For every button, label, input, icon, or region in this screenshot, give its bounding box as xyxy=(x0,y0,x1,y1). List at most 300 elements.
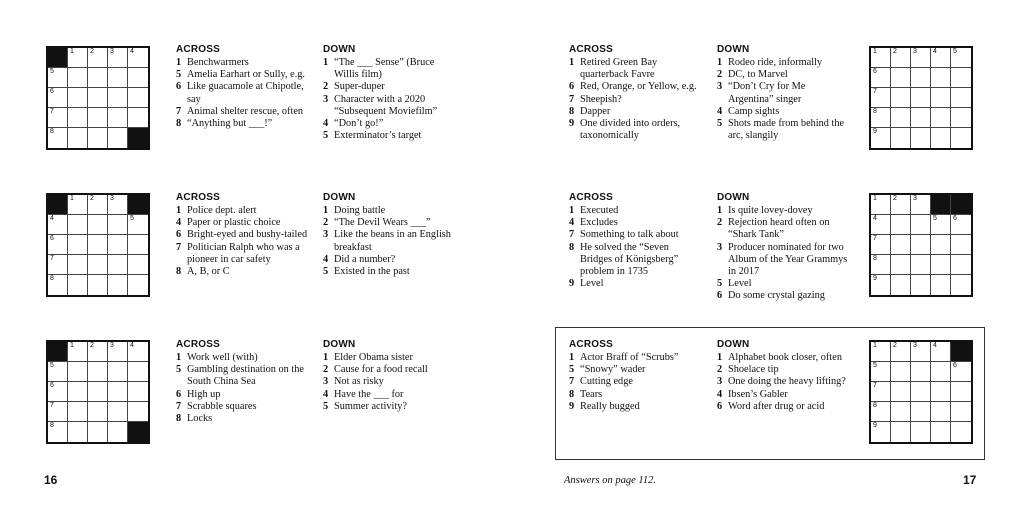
grid-cell[interactable] xyxy=(48,235,68,255)
clue-number: 5 xyxy=(323,400,329,412)
cell-number: 1 xyxy=(70,195,74,202)
grid-cell[interactable] xyxy=(108,382,128,402)
clue-text: Shoelace tip xyxy=(728,364,779,376)
grid-cell[interactable] xyxy=(68,108,88,128)
clue-text: “The Devil Wears ___” xyxy=(334,217,431,229)
grid-cell[interactable] xyxy=(68,128,88,148)
grid-cell[interactable] xyxy=(891,128,911,148)
grid-cell[interactable] xyxy=(88,128,108,148)
clue-number: 1 xyxy=(176,57,182,68)
grid-cell[interactable] xyxy=(48,68,68,88)
down-heading: DOWN xyxy=(717,44,750,55)
grid-cell[interactable] xyxy=(128,382,148,402)
clue-number: 3 xyxy=(323,93,329,105)
page-number-right: 17 xyxy=(963,473,977,487)
grid-cell[interactable] xyxy=(911,362,931,382)
grid-cell[interactable] xyxy=(911,128,931,148)
grid-cell[interactable] xyxy=(88,342,108,362)
grid-cell[interactable] xyxy=(931,275,951,295)
down-clues xyxy=(323,44,458,142)
black-square xyxy=(128,422,148,442)
grid-cell[interactable] xyxy=(68,402,88,422)
grid-cell[interactable] xyxy=(128,68,148,88)
clue-number: 5 xyxy=(569,364,575,376)
grid-cell[interactable] xyxy=(48,362,68,382)
cell-number: 4 xyxy=(873,215,877,222)
grid-cell[interactable] xyxy=(871,88,891,108)
clue-text: Like the beans in an English breakfast xyxy=(334,229,451,253)
clue-text: Existed in the past xyxy=(334,266,410,278)
clue-text: Elder Obama sister xyxy=(334,352,413,363)
clue-text: Summer activity? xyxy=(334,400,407,412)
clue-number: 4 xyxy=(323,253,329,265)
clue-text: Not as risky xyxy=(334,376,384,388)
clue-text: A, B, or C xyxy=(187,266,230,278)
crossword-grid[interactable] xyxy=(869,340,973,444)
grid-cell[interactable] xyxy=(88,68,108,88)
across-clues xyxy=(569,44,699,142)
clue-text: Ibsen’s Gabler xyxy=(728,388,788,400)
grid-cell[interactable] xyxy=(68,215,88,235)
clue-item xyxy=(717,352,852,364)
grid-cell[interactable] xyxy=(931,235,951,255)
grid-cell[interactable] xyxy=(931,255,951,275)
cell-number: 9 xyxy=(873,275,877,282)
clue-text: Bright-eyed and bushy-tailed xyxy=(187,229,308,241)
clue-text: “Don’t Cry for Me Argentina” singer xyxy=(728,81,806,105)
clue-number: 2 xyxy=(323,81,329,93)
clue-number: 8 xyxy=(569,241,575,253)
grid-cell[interactable] xyxy=(68,382,88,402)
across-clues xyxy=(569,192,701,290)
grid-cell[interactable] xyxy=(911,255,931,275)
clue-text: Camp sights xyxy=(728,105,780,117)
clue-number: 1 xyxy=(569,57,575,68)
grid-cell[interactable] xyxy=(931,88,951,108)
clue-text: Animal shelter rescue, often xyxy=(187,105,304,117)
cell-number: 8 xyxy=(873,108,877,115)
clue-text: Actor Braff of “Scrubs” xyxy=(580,352,679,363)
grid-cell[interactable] xyxy=(48,88,68,108)
clue-number: 4 xyxy=(176,217,182,229)
down-heading: DOWN xyxy=(717,339,750,350)
grid-cell[interactable] xyxy=(108,362,128,382)
grid-cell[interactable] xyxy=(951,235,971,255)
grid-cell[interactable] xyxy=(48,275,68,295)
grid-cell[interactable] xyxy=(48,108,68,128)
grid-cell[interactable] xyxy=(108,108,128,128)
clue-item xyxy=(569,242,701,279)
grid-cell[interactable] xyxy=(891,402,911,422)
grid-cell[interactable] xyxy=(891,342,911,362)
grid-cell[interactable] xyxy=(108,195,128,215)
clue-text: Rodeo ride, informally xyxy=(728,57,823,68)
grid-cell[interactable] xyxy=(871,275,891,295)
cell-number: 7 xyxy=(873,382,877,389)
grid-cell[interactable] xyxy=(108,88,128,108)
cell-number: 3 xyxy=(110,342,114,349)
grid-cell[interactable] xyxy=(88,235,108,255)
clue-text: Locks xyxy=(187,413,213,425)
grid-cell[interactable] xyxy=(891,275,911,295)
grid-cell[interactable] xyxy=(128,215,148,235)
clue-number: 8 xyxy=(569,388,575,400)
grid-cell[interactable] xyxy=(871,215,891,235)
clue-text: He solved the “Seven Bridges of Königsberg” problem in 1735 xyxy=(580,241,679,278)
clue-text: “Anything but ___!” xyxy=(187,118,273,130)
answers-note: Answers on page 112. xyxy=(564,475,656,486)
grid-cell[interactable] xyxy=(871,362,891,382)
clue-item xyxy=(717,401,852,413)
clue-item xyxy=(569,205,701,217)
grid-cell[interactable] xyxy=(48,382,68,402)
grid-cell[interactable] xyxy=(88,215,108,235)
cell-number: 1 xyxy=(70,48,74,55)
clue-text: One doing the heavy lifting? xyxy=(728,376,846,388)
grid-cell[interactable] xyxy=(871,382,891,402)
grid-cell[interactable] xyxy=(931,402,951,422)
clue-item xyxy=(569,401,701,413)
clue-text: One divided into orders, taxonomically xyxy=(580,118,681,142)
clue-text: Really bugged xyxy=(580,400,640,412)
cell-number: 6 xyxy=(873,68,877,75)
grid-cell[interactable] xyxy=(951,255,971,275)
clue-text: Paper or plastic choice xyxy=(187,217,281,229)
grid-cell[interactable] xyxy=(931,68,951,88)
down-clues xyxy=(717,44,852,142)
clue-item xyxy=(717,364,852,376)
clue-item xyxy=(176,106,306,118)
clue-item xyxy=(176,389,308,401)
clue-number: 5 xyxy=(717,118,723,130)
grid-cell[interactable] xyxy=(88,195,108,215)
clue-text: “The ___ Sense” (Bruce Willis film) xyxy=(334,57,435,81)
grid-cell[interactable] xyxy=(88,48,108,68)
black-square xyxy=(951,342,971,362)
grid-cell[interactable] xyxy=(128,362,148,382)
grid-cell[interactable] xyxy=(951,88,971,108)
grid-cell[interactable] xyxy=(891,108,911,128)
cell-number: 6 xyxy=(953,362,957,369)
grid-cell[interactable] xyxy=(108,255,128,275)
grid-cell[interactable] xyxy=(128,48,148,68)
clue-item xyxy=(717,81,852,105)
clue-item xyxy=(323,389,458,401)
black-square xyxy=(48,195,68,215)
clue-item xyxy=(323,205,458,217)
across-clues xyxy=(569,339,701,413)
clue-number: 6 xyxy=(717,400,723,412)
clue-item xyxy=(323,118,458,130)
clue-number: 8 xyxy=(176,118,182,130)
grid-cell[interactable] xyxy=(931,128,951,148)
clue-text: Level xyxy=(728,278,752,290)
grid-cell[interactable] xyxy=(871,235,891,255)
clue-item xyxy=(717,389,852,401)
grid-cell[interactable] xyxy=(68,48,88,68)
clue-item xyxy=(176,364,308,388)
grid-cell[interactable] xyxy=(871,108,891,128)
cell-number: 7 xyxy=(50,108,54,115)
grid-cell[interactable] xyxy=(911,195,931,215)
grid-cell[interactable] xyxy=(911,382,931,402)
grid-cell[interactable] xyxy=(108,342,128,362)
grid-cell[interactable] xyxy=(108,275,128,295)
clue-number: 4 xyxy=(717,105,723,117)
grid-cell[interactable] xyxy=(128,235,148,255)
grid-cell[interactable] xyxy=(931,48,951,68)
grid-cell[interactable] xyxy=(951,68,971,88)
clue-item xyxy=(569,389,701,401)
grid-cell[interactable] xyxy=(108,128,128,148)
cell-number: 8 xyxy=(50,275,54,282)
clue-text: Scrabble squares xyxy=(187,400,257,412)
clue-number: 8 xyxy=(569,105,575,117)
grid-cell[interactable] xyxy=(88,422,108,442)
grid-cell[interactable] xyxy=(911,422,931,442)
clue-text: Politician Ralph who was a pioneer in car safety xyxy=(187,241,300,265)
grid-cell[interactable] xyxy=(88,382,108,402)
clue-text: Gambling destination on the South China Sea xyxy=(187,364,304,388)
cell-number: 5 xyxy=(50,68,54,75)
crossword-grid[interactable] xyxy=(46,46,150,150)
grid-cell[interactable] xyxy=(951,362,971,382)
cell-number: 8 xyxy=(873,402,877,409)
grid-cell[interactable] xyxy=(871,48,891,68)
grid-cell[interactable] xyxy=(108,215,128,235)
grid-cell[interactable] xyxy=(48,402,68,422)
clue-text: Shots made from behind the arc, slangily xyxy=(728,118,845,142)
grid-cell[interactable] xyxy=(871,255,891,275)
clue-text: High up xyxy=(187,388,221,400)
grid-cell[interactable] xyxy=(931,422,951,442)
grid-cell[interactable] xyxy=(871,128,891,148)
clue-item xyxy=(717,290,852,302)
clue-number: 8 xyxy=(176,413,182,425)
grid-cell[interactable] xyxy=(88,88,108,108)
grid-cell[interactable] xyxy=(871,402,891,422)
grid-cell[interactable] xyxy=(108,402,128,422)
grid-cell[interactable] xyxy=(911,402,931,422)
clue-item xyxy=(176,229,308,241)
grid-cell[interactable] xyxy=(871,422,891,442)
clue-item xyxy=(176,266,308,278)
clue-item xyxy=(176,57,306,69)
grid-cell[interactable] xyxy=(108,422,128,442)
clue-item xyxy=(176,69,306,81)
grid-cell[interactable] xyxy=(68,235,88,255)
clue-item xyxy=(323,376,458,388)
grid-cell[interactable] xyxy=(951,382,971,402)
crossword-grid[interactable] xyxy=(869,46,973,150)
grid-cell[interactable] xyxy=(871,68,891,88)
grid-cell[interactable] xyxy=(68,88,88,108)
cell-number: 6 xyxy=(50,382,54,389)
across-clues xyxy=(176,192,308,278)
clue-item xyxy=(176,118,306,130)
grid-cell[interactable] xyxy=(48,422,68,442)
cell-number: 3 xyxy=(110,195,114,202)
grid-cell[interactable] xyxy=(68,68,88,88)
clue-text: Doing battle xyxy=(334,205,386,216)
grid-cell[interactable] xyxy=(68,255,88,275)
grid-cell[interactable] xyxy=(931,362,951,382)
cell-number: 2 xyxy=(893,195,897,202)
cell-number: 4 xyxy=(50,215,54,222)
clue-number: 1 xyxy=(323,352,329,363)
grid-cell[interactable] xyxy=(128,255,148,275)
grid-cell[interactable] xyxy=(891,68,911,88)
grid-cell[interactable] xyxy=(951,108,971,128)
black-square xyxy=(128,128,148,148)
clue-number: 9 xyxy=(569,400,575,412)
grid-cell[interactable] xyxy=(931,108,951,128)
down-heading: DOWN xyxy=(323,192,356,203)
clue-text: Do some crystal gazing xyxy=(728,290,825,302)
clue-item xyxy=(717,57,852,69)
clue-text: Retired Green Bay quarterback Favre xyxy=(580,57,658,81)
grid-cell[interactable] xyxy=(108,48,128,68)
grid-cell[interactable] xyxy=(891,195,911,215)
grid-cell[interactable] xyxy=(128,108,148,128)
clue-number: 3 xyxy=(717,81,723,93)
clue-number: 6 xyxy=(176,229,182,241)
clue-item xyxy=(569,94,699,106)
clue-item xyxy=(176,352,308,364)
clue-item xyxy=(323,352,458,364)
cell-number: 2 xyxy=(90,195,94,202)
grid-cell[interactable] xyxy=(48,255,68,275)
cell-number: 7 xyxy=(873,88,877,95)
clue-item xyxy=(323,254,458,266)
clue-number: 5 xyxy=(717,278,723,290)
clue-number: 5 xyxy=(323,266,329,278)
clue-item xyxy=(176,81,306,105)
grid-cell[interactable] xyxy=(128,275,148,295)
grid-cell[interactable] xyxy=(48,215,68,235)
grid-cell[interactable] xyxy=(68,362,88,382)
grid-cell[interactable] xyxy=(88,108,108,128)
grid-cell[interactable] xyxy=(871,342,891,362)
grid-cell[interactable] xyxy=(128,402,148,422)
grid-cell[interactable] xyxy=(68,195,88,215)
grid-cell[interactable] xyxy=(891,235,911,255)
grid-cell[interactable] xyxy=(891,362,911,382)
down-clues xyxy=(323,339,458,413)
grid-cell[interactable] xyxy=(88,362,108,382)
across-heading: ACROSS xyxy=(569,192,613,203)
grid-cell[interactable] xyxy=(48,128,68,148)
grid-cell[interactable] xyxy=(68,275,88,295)
clue-number: 4 xyxy=(323,118,329,130)
crossword-grid[interactable] xyxy=(46,193,150,297)
clue-text: Cutting edge xyxy=(580,376,633,388)
grid-cell[interactable] xyxy=(891,48,911,68)
grid-cell[interactable] xyxy=(951,48,971,68)
grid-cell[interactable] xyxy=(88,402,108,422)
clue-number: 7 xyxy=(176,400,182,412)
clue-item xyxy=(323,81,458,93)
across-heading: ACROSS xyxy=(176,339,220,350)
clue-text: Sheepish? xyxy=(580,93,622,105)
across-heading: ACROSS xyxy=(176,192,220,203)
grid-cell[interactable] xyxy=(108,235,128,255)
grid-cell[interactable] xyxy=(68,342,88,362)
grid-cell[interactable] xyxy=(128,342,148,362)
grid-cell[interactable] xyxy=(108,68,128,88)
clue-number: 7 xyxy=(176,241,182,253)
cell-number: 7 xyxy=(873,235,877,242)
clue-item xyxy=(323,229,458,253)
clue-item xyxy=(323,266,458,278)
down-heading: DOWN xyxy=(323,339,356,350)
grid-cell[interactable] xyxy=(951,275,971,295)
grid-cell[interactable] xyxy=(911,342,931,362)
grid-cell[interactable] xyxy=(951,402,971,422)
black-square xyxy=(128,195,148,215)
clue-number: 1 xyxy=(717,205,723,216)
grid-cell[interactable] xyxy=(891,255,911,275)
grid-cell[interactable] xyxy=(911,275,931,295)
crossword-grid[interactable] xyxy=(46,340,150,444)
clue-number: 1 xyxy=(323,57,329,68)
grid-cell[interactable] xyxy=(871,195,891,215)
grid-cell[interactable] xyxy=(911,68,931,88)
grid-cell[interactable] xyxy=(911,48,931,68)
grid-cell[interactable] xyxy=(128,88,148,108)
clue-text: Did a number? xyxy=(334,253,396,265)
grid-cell[interactable] xyxy=(891,88,911,108)
across-heading: ACROSS xyxy=(569,339,613,350)
grid-cell[interactable] xyxy=(951,128,971,148)
down-clues xyxy=(323,192,458,278)
clue-item xyxy=(717,242,852,279)
grid-cell[interactable] xyxy=(891,215,911,235)
grid-cell[interactable] xyxy=(68,422,88,442)
grid-cell[interactable] xyxy=(891,382,911,402)
across-clues xyxy=(176,339,308,425)
clue-number: 3 xyxy=(323,229,329,241)
grid-cell[interactable] xyxy=(951,215,971,235)
clue-number: 4 xyxy=(717,388,723,400)
cell-number: 9 xyxy=(873,422,877,429)
grid-cell[interactable] xyxy=(911,88,931,108)
crossword-grid[interactable] xyxy=(869,193,973,297)
grid-cell[interactable] xyxy=(931,382,951,402)
cell-number: 8 xyxy=(50,128,54,135)
grid-cell[interactable] xyxy=(951,422,971,442)
grid-cell[interactable] xyxy=(911,108,931,128)
cell-number: 1 xyxy=(873,342,877,349)
grid-cell[interactable] xyxy=(911,215,931,235)
grid-cell[interactable] xyxy=(931,342,951,362)
grid-cell[interactable] xyxy=(88,275,108,295)
clue-number: 6 xyxy=(176,388,182,400)
clue-text: Work well (with) xyxy=(187,352,258,363)
cell-number: 8 xyxy=(873,255,877,262)
clue-item xyxy=(176,242,308,266)
cell-number: 4 xyxy=(933,342,937,349)
clue-number: 2 xyxy=(717,217,723,229)
cell-number: 3 xyxy=(913,195,917,202)
clue-item xyxy=(569,229,701,241)
grid-cell[interactable] xyxy=(88,255,108,275)
grid-cell[interactable] xyxy=(931,215,951,235)
clue-item xyxy=(176,217,308,229)
grid-cell[interactable] xyxy=(911,235,931,255)
clue-number: 2 xyxy=(323,217,329,229)
grid-cell[interactable] xyxy=(891,422,911,442)
